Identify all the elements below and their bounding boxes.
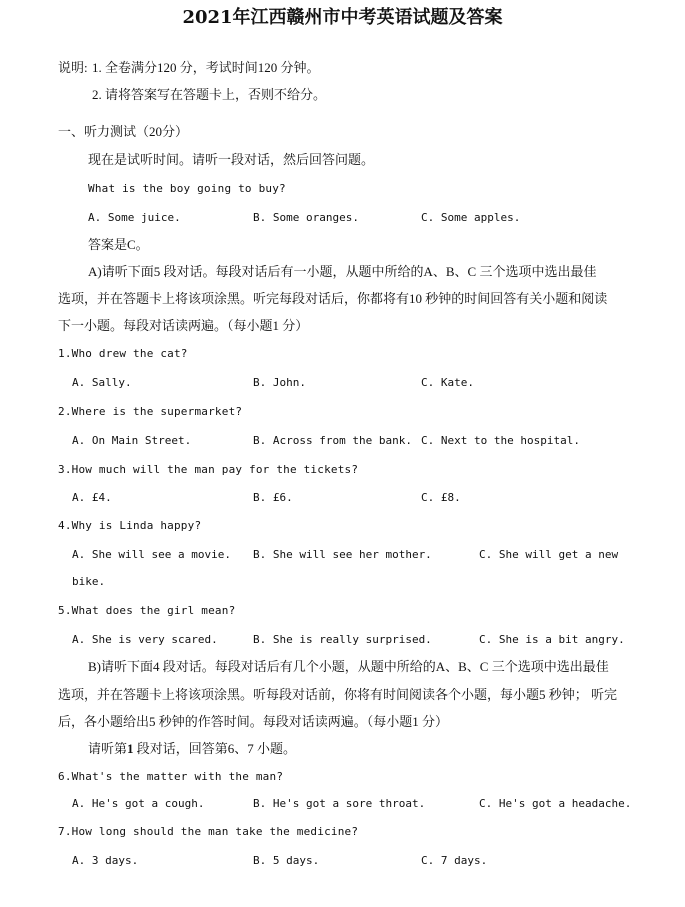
q5-option-c: C. She is a bit angry. (479, 633, 625, 646)
q6-option-b: B. He's got a sore throat. (253, 797, 426, 810)
q1-option-a: A. Sally. (72, 376, 132, 389)
question-2: 2.Where is the supermarket? (58, 405, 243, 418)
part-b-instruction-2: 选项，并在答题卡上将该项涂黑。听每段对话前，你将有时间阅读各个小题，每小题5 秒钟； 听完 (58, 687, 618, 702)
note-line-2: 2. 请将答案写在答题卡上，否则不给分。 (92, 87, 327, 102)
part-b-instruction-1: B)请听下面4 段对话。每段对话后有几个小题，从题中所给的A、B、C 三个选项中选出最佳 (88, 659, 609, 674)
q3-option-a: A. £4. (72, 491, 112, 504)
dialog-1-number: 1 (127, 741, 134, 756)
q2-option-c: C. Next to the hospital. (421, 434, 580, 447)
question-4: 4.Why is Linda happy? (58, 519, 202, 532)
question-1: 1.Who drew the cat? (58, 347, 188, 360)
q2-option-b: B. Across from the bank. (253, 434, 412, 447)
page-title: 2021年江西赣州市中考英语试题及答案 (182, 7, 503, 28)
question-5: 5.What does the girl mean? (58, 604, 236, 617)
question-6: 6.What's the matter with the man? (58, 770, 284, 783)
q1-option-b: B. John. (253, 376, 306, 389)
notes-label: 说明: (58, 60, 88, 75)
q2-option-a: A. On Main Street. (72, 434, 192, 447)
part-b-instruction-3: 后，各小题给出5 秒钟的作答时间。每段对话读两遍。（每小题1 分） (58, 714, 449, 729)
part-a-instruction-2: 选项，并在答题卡上将该项涂黑。听完每段对话后，你都将有10 秒钟的时间回答有关小题和阅读 (58, 291, 608, 306)
section-heading: 一、听力测试（20分） (58, 124, 189, 139)
q7-option-a: A. 3 days. (72, 854, 139, 867)
part-a-instruction-1: A)请听下面5 段对话。每段对话后有一小题，从题中所给的A、B、C 三个选项中选出最佳 (88, 264, 597, 279)
q6-option-a: A. He's got a cough. (72, 797, 205, 810)
dialog-1-instruction (88, 741, 296, 757)
q3-option-c: C. £8. (421, 491, 461, 504)
section-intro: 现在是试听时间。请听一段对话，然后回答问题。 (88, 152, 375, 167)
q4-option-c: C. She will get a new (479, 548, 619, 561)
question-7: 7.How long should the man take the medicine? (58, 825, 359, 838)
part-a-instruction-3: 下一小题。每段对话读两遍。（每小题1 分） (58, 318, 309, 333)
dialog-1-pre: 请听第 (88, 741, 128, 756)
sample-option-b: B. Some oranges. (253, 211, 359, 224)
sample-answer: 答案是C。 (88, 237, 149, 252)
sample-question: What is the boy going to buy? (88, 182, 286, 195)
q7-option-c: C. 7 days. (421, 854, 488, 867)
sample-option-a: A. Some juice. (88, 211, 181, 224)
q6-option-c: C. He's got a headache. (479, 797, 632, 810)
q4-option-a: A. She will see a movie. (72, 548, 231, 561)
q4-option-c-continuation: bike. (72, 575, 106, 588)
q5-option-b: B. She is really surprised. (253, 633, 432, 646)
q7-option-b: B. 5 days. (253, 854, 320, 867)
note-line-1: 1. 全卷满分120 分，考试时间120 分钟。 (92, 60, 320, 75)
q1-option-c: C. Kate. (421, 376, 474, 389)
dialog-1-post: 段对话，回答第6、7 小题。 (133, 741, 297, 756)
q4-option-b: B. She will see her mother. (253, 548, 432, 561)
sample-option-c: C. Some apples. (421, 211, 521, 224)
q3-option-b: B. £6. (253, 491, 293, 504)
q5-option-a: A. She is very scared. (72, 633, 218, 646)
question-3: 3.How much will the man pay for the tickets? (58, 463, 359, 476)
